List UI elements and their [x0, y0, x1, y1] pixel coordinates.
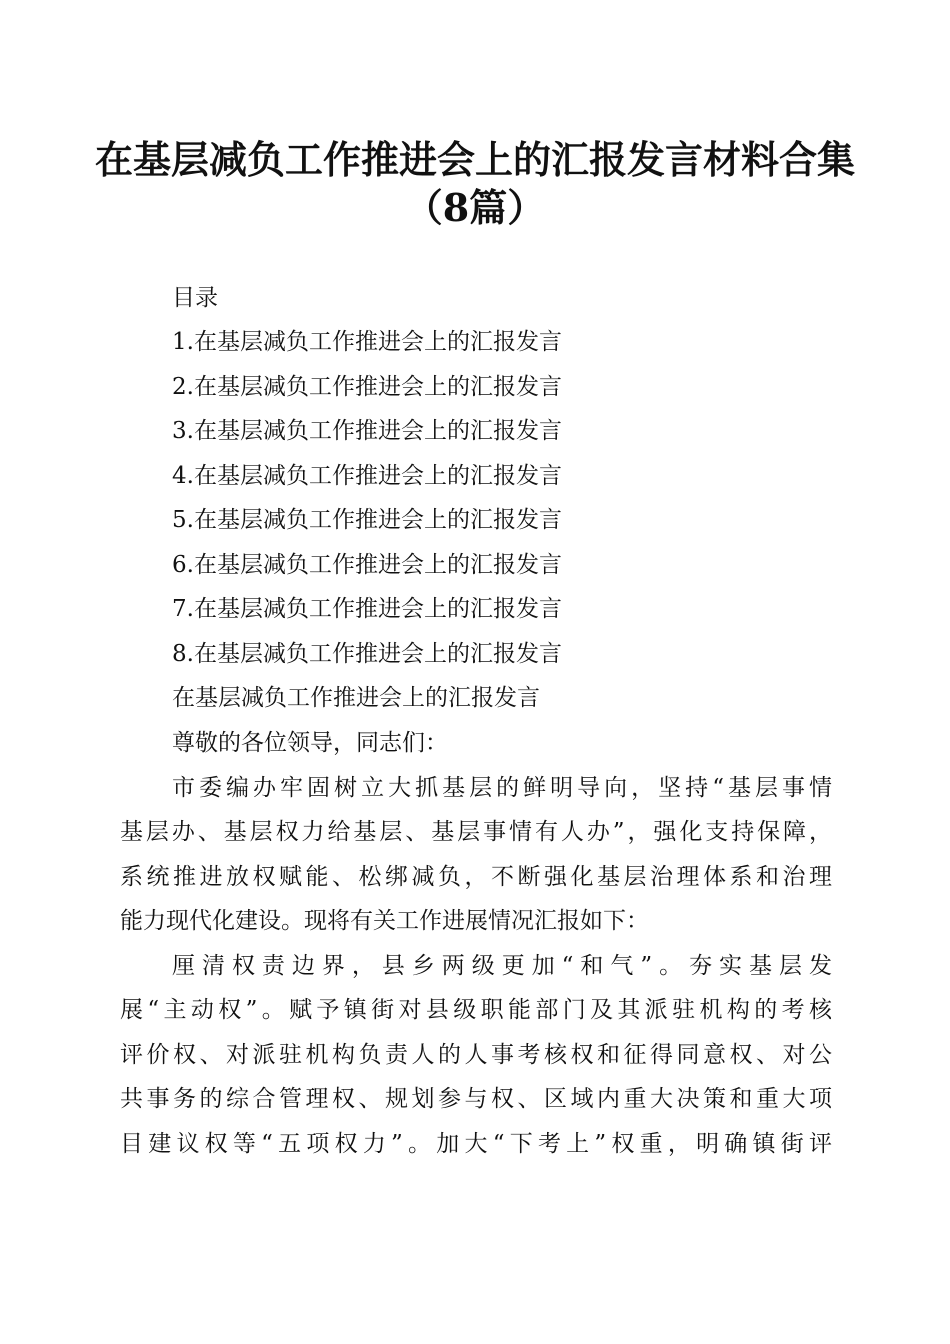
paragraph-line: 系统推进放权赋能、松绑减负，不断强化基层治理体系和治理: [120, 864, 832, 890]
paragraph-line: 基层办、基层权力给基层、基层事情有人办”，强化支持保障，: [120, 819, 832, 845]
paragraph-line: 评价权、对派驻机构负责人的人事考核权和征得同意权、对公: [120, 1042, 832, 1068]
toc-item: 1.在基层减负工作推进会上的汇报发言: [172, 329, 562, 355]
section-title: 在基层减负工作推进会上的汇报发言: [172, 685, 540, 711]
toc-heading: 目录: [172, 285, 218, 311]
salutation: 尊敬的各位领导，同志们：: [172, 730, 448, 756]
toc-item: 3.在基层减负工作推进会上的汇报发言: [172, 418, 562, 444]
document-title-count: （8篇）: [404, 185, 546, 230]
toc-item: 2.在基层减负工作推进会上的汇报发言: [172, 374, 562, 400]
toc-item: 6.在基层减负工作推进会上的汇报发言: [172, 552, 562, 578]
toc-item: 7.在基层减负工作推进会上的汇报发言: [172, 596, 562, 622]
toc-item: 4.在基层减负工作推进会上的汇报发言: [172, 463, 562, 489]
paragraph-line: 共事务的综合管理权、规划参与权、区域内重大决策和重大项: [120, 1086, 832, 1112]
document-title: 在基层减负工作推进会上的汇报发言材料合集: [94, 137, 855, 182]
paragraph-line: 能力现代化建设。现将有关工作进展情况汇报如下：: [120, 908, 649, 934]
paragraph-line: 展“主动权”。赋予镇街对县级职能部门及其派驻机构的考核: [120, 997, 832, 1023]
paragraph-line: 目建议权等“五项权力”。加大“下考上”权重，明确镇街评: [120, 1131, 832, 1157]
paragraph-line: 厘清权责边界，县乡两级更加“和气”。夯实基层发: [172, 953, 832, 979]
paragraph-line: 市委编办牢固树立大抓基层的鲜明导向，坚持“基层事情: [172, 775, 832, 801]
toc-item: 5.在基层减负工作推进会上的汇报发言: [172, 507, 562, 533]
toc-item: 8.在基层减负工作推进会上的汇报发言: [172, 641, 562, 667]
